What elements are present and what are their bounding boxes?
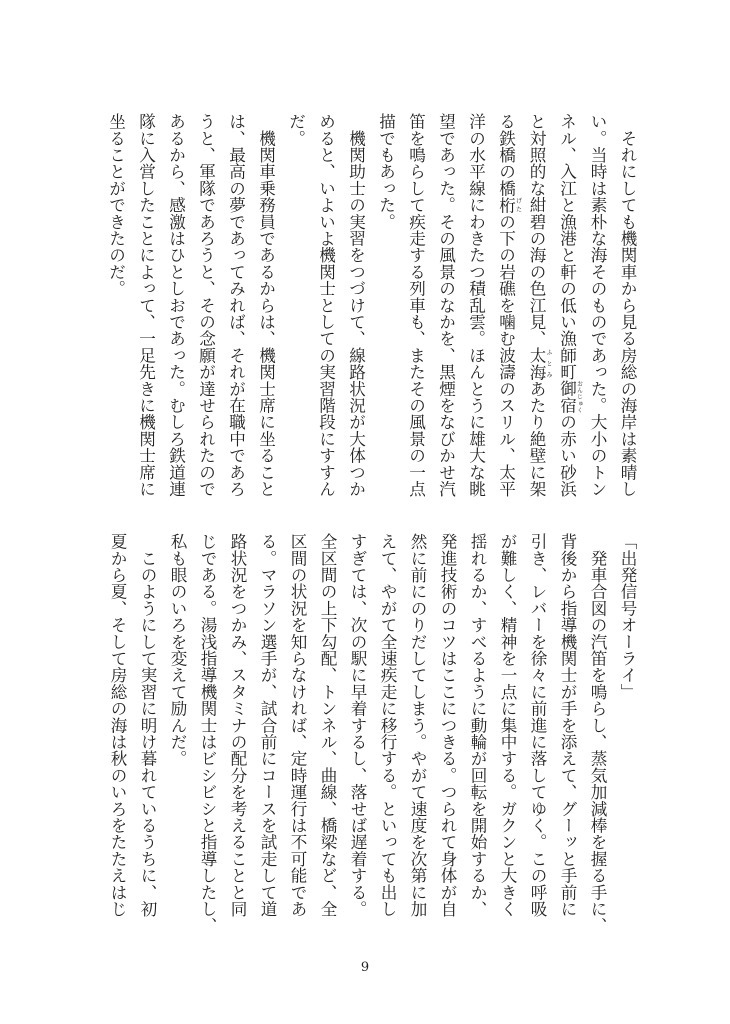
ruby-text: 太海 ふとみ bbox=[527, 346, 552, 381]
text-column bbox=[281, 113, 311, 513]
page-number: 9 bbox=[360, 960, 370, 975]
text-column bbox=[582, 113, 612, 513]
text-column bbox=[282, 533, 312, 933]
text-segment: 揺れるか、すべるように動輪が回転を開始するか、 bbox=[468, 533, 487, 918]
text-segment: る。マラソン選手が、試合前にコースを試走して道 bbox=[258, 533, 277, 918]
text-segment: 坐ることができたのだ。 bbox=[106, 113, 126, 297]
text-segment: すぎては、次の駅に早着するし、落せば遅着する。 bbox=[348, 533, 367, 918]
text-column bbox=[102, 533, 132, 933]
text-segment: の赤い砂浜 bbox=[557, 413, 577, 498]
text-column bbox=[311, 113, 341, 513]
text-column bbox=[431, 113, 461, 513]
text-column bbox=[401, 113, 431, 513]
text-column bbox=[221, 113, 251, 513]
text-column bbox=[101, 113, 131, 513]
text-segment: 発進技術のコツはここにつきる。つられて身体が自 bbox=[438, 533, 457, 918]
text-segment: このようにして実習に明け暮れているうちに、初 bbox=[138, 533, 157, 918]
text-column bbox=[522, 533, 552, 933]
text-column bbox=[461, 113, 491, 513]
text-column bbox=[131, 113, 161, 513]
text-segment: 私も眼のいろを変えて励んだ。 bbox=[168, 533, 187, 767]
text-column bbox=[372, 533, 402, 933]
text-segment: の下の岩礁を噛む波濤のスリル、太平 bbox=[496, 213, 516, 498]
text-segment: 隊に入営したことによって、一足先きに機関士席に bbox=[136, 113, 156, 498]
text-segment: 「出発信号オーライ」 bbox=[618, 533, 637, 700]
text-column bbox=[612, 113, 642, 513]
text-segment: る鉄橋の橋 bbox=[496, 113, 516, 197]
text-column bbox=[162, 533, 192, 933]
text-column bbox=[341, 113, 371, 513]
text-segment: と対照的な紺碧の海の色江見、 bbox=[527, 113, 546, 347]
text-column bbox=[222, 533, 252, 933]
text-segment: 笛を鳴らして疾走する列車も、またその風景の一点 bbox=[406, 113, 426, 498]
text-segment: 区間の状況を知らなければ、定時運行は不可能であ bbox=[288, 533, 307, 918]
text-segment: あたり絶壁に架 bbox=[527, 380, 546, 498]
text-segment: 背後から指導機関士が手を添えて、グーッと手前に bbox=[558, 533, 577, 918]
ruby-text: 御宿 おんじゅく bbox=[557, 380, 583, 414]
text-segment: うと、軍隊であろうと、その念願が達せられたので bbox=[196, 113, 216, 498]
text-column bbox=[492, 533, 522, 933]
text-segment: めると、いよいよ機関士としての実習階段にすすん bbox=[316, 113, 336, 498]
text-segment: 発車合図の汽笛を鳴らし、蒸気加減棒を握る手に、 bbox=[588, 533, 607, 934]
text-column bbox=[521, 113, 552, 513]
text-segment: だ。 bbox=[286, 113, 306, 147]
text-column bbox=[192, 533, 222, 933]
text-segment: 然に前にのりだしてしまう。やがて速度を次第に加 bbox=[408, 533, 427, 918]
text-segment: 洋の水平線にわきたつ積乱雲。ほんとうに雄大な眺 bbox=[466, 113, 486, 498]
text-segment: 引き、レバーを徐々に前進に落してゆく。この呼吸 bbox=[528, 533, 547, 918]
text-column bbox=[342, 533, 372, 933]
text-column bbox=[552, 113, 583, 513]
text-column bbox=[582, 533, 612, 933]
text-segment: じである。湯浅指導機関士はビシビシと指導したし、 bbox=[198, 533, 217, 934]
text-segment: 全区間の上下勾配、トンネル、曲線、橋梁など、全 bbox=[318, 533, 337, 918]
text-segment: が難しく、精神を一点に集中する。ガクンと大きく bbox=[498, 533, 517, 918]
text-segment: 機関助士の実習をつづけて、線路状況が大体つか bbox=[346, 113, 366, 498]
text-column bbox=[132, 533, 162, 933]
text-column bbox=[462, 533, 492, 933]
text-column bbox=[161, 113, 191, 513]
text-segment: 路状況をつかみ、スタミナの配分を考えることと同 bbox=[228, 533, 247, 918]
text-segment: い。当時は素朴な海そのものであった。大小のトン bbox=[588, 113, 607, 498]
text-column bbox=[191, 113, 221, 513]
text-segment: 夏から夏、そして房総の海は秋のいろをたたえはじ bbox=[108, 533, 127, 918]
text-segment: は、最高の夢であってみれば、それが在職中であろ bbox=[226, 113, 246, 498]
text-segment: ネル、入江と漁港と軒の低い漁師町 bbox=[557, 113, 577, 381]
text-block-bottom bbox=[102, 533, 642, 933]
text-segment: えて、やがて全速疾走に移行する。といっても出し bbox=[378, 533, 397, 918]
text-column bbox=[402, 533, 432, 933]
text-column bbox=[491, 113, 522, 513]
text-column bbox=[432, 533, 462, 933]
text-segment: 望であった。その風景のなかを、黒煙をなびかせ汽 bbox=[436, 113, 456, 498]
text-segment: 機関車乗務員であるからは、機関士席に坐ること bbox=[256, 113, 276, 498]
text-column bbox=[252, 533, 282, 933]
text-column bbox=[312, 533, 342, 933]
text-segment: それにしても機関車から見る房総の海岸は素晴し bbox=[618, 113, 637, 498]
text-column bbox=[371, 113, 401, 513]
text-column bbox=[612, 533, 642, 933]
text-column bbox=[251, 113, 281, 513]
ruby-text: 桁 げた bbox=[496, 196, 522, 214]
text-segment: あるから、感激はひとしおであった。むしろ鉄道連 bbox=[166, 113, 186, 498]
text-segment: 描でもあった。 bbox=[376, 113, 396, 230]
text-column bbox=[552, 533, 582, 933]
text-block-top bbox=[101, 113, 643, 513]
